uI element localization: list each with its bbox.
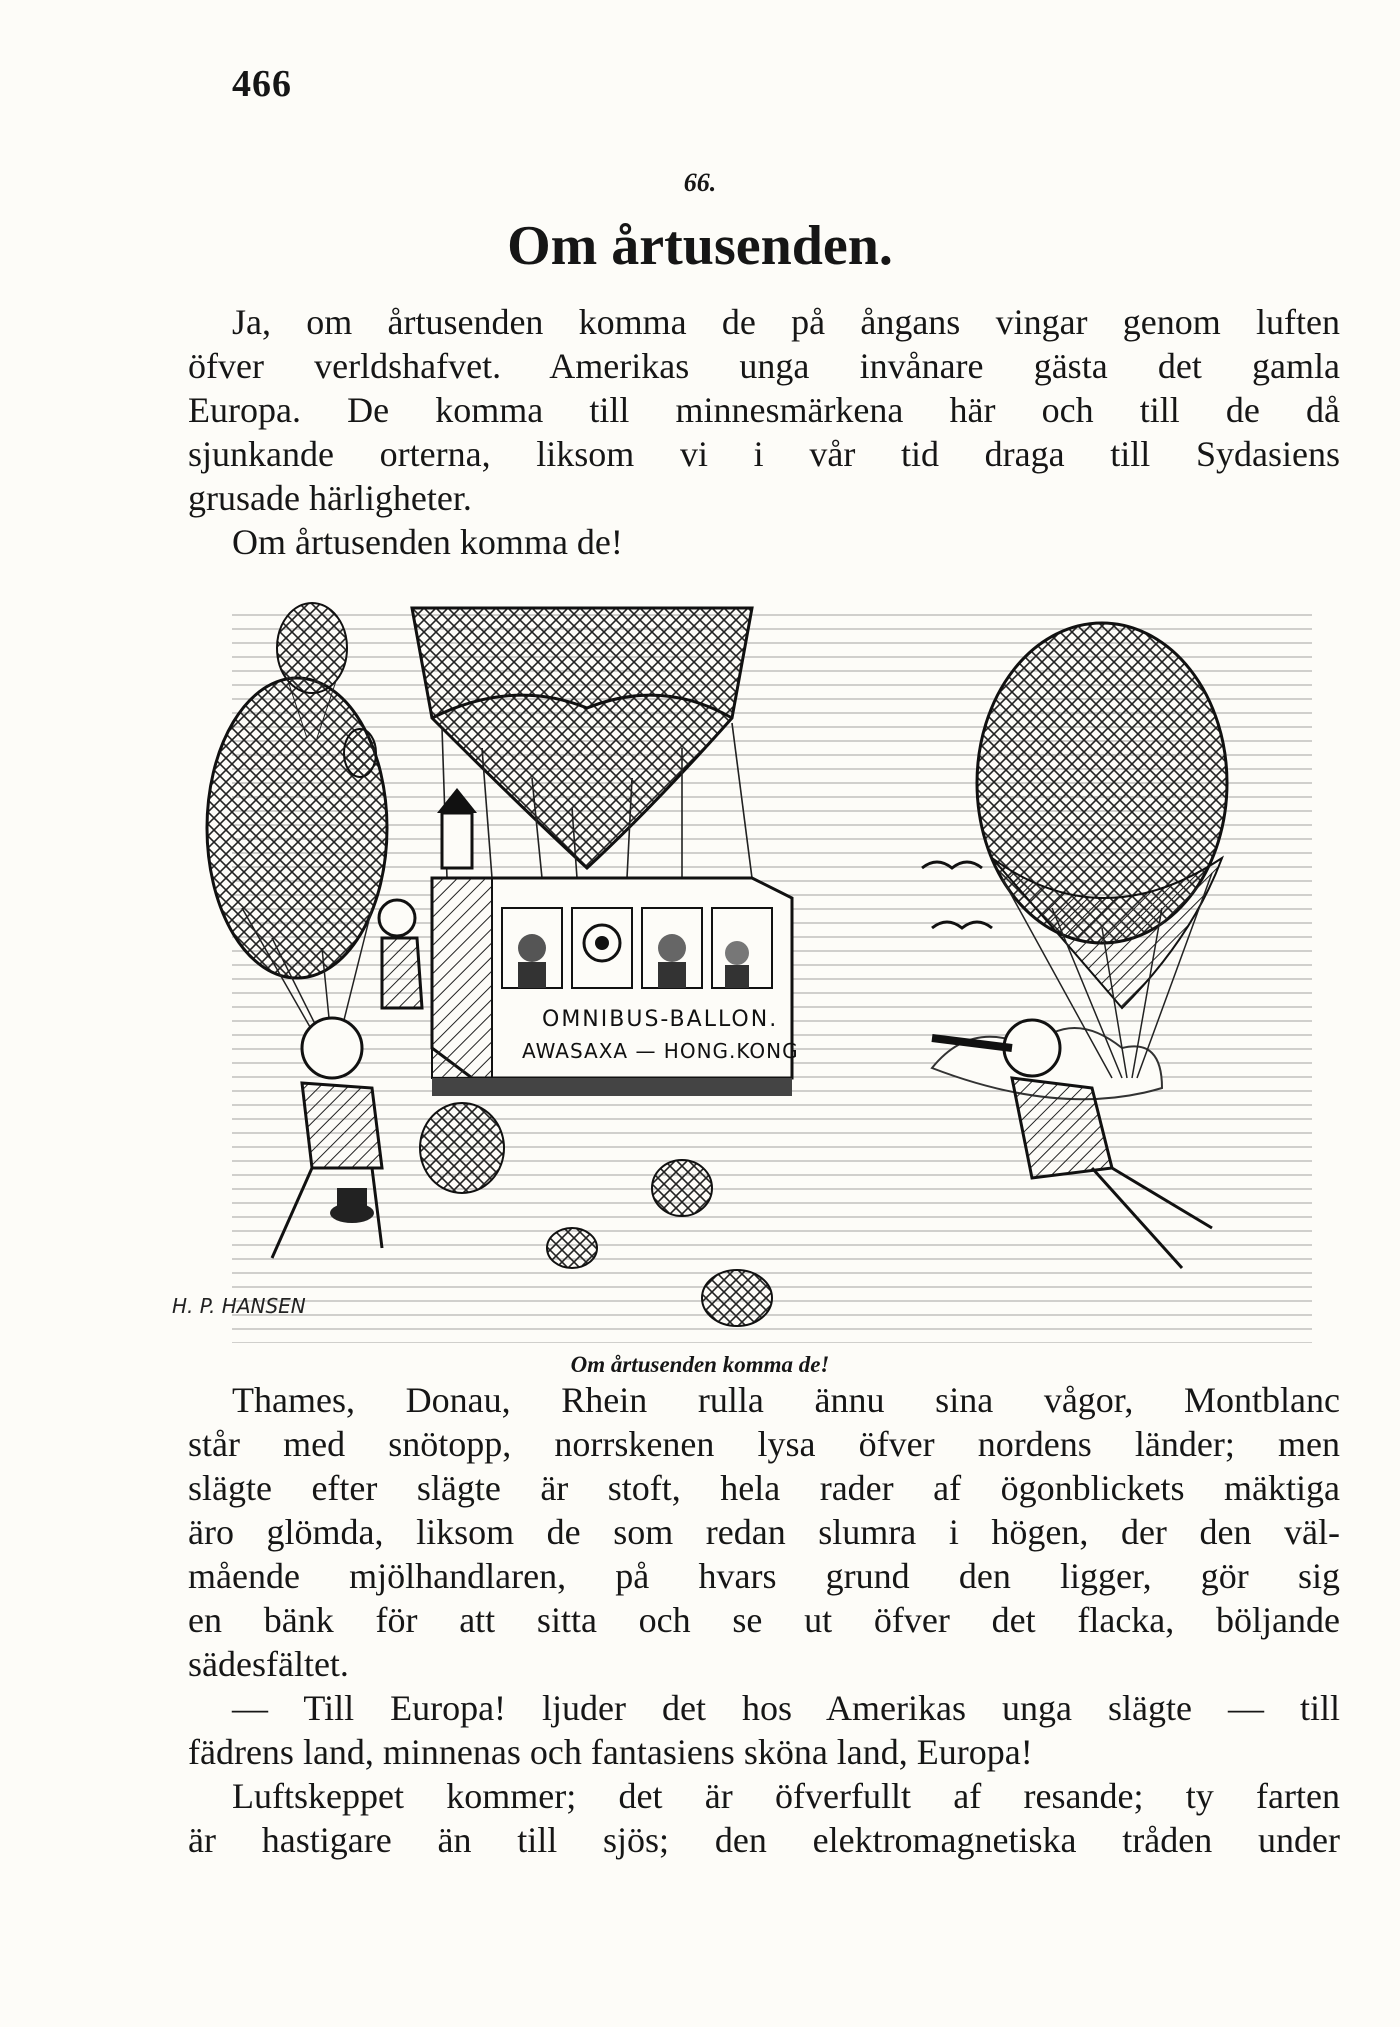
text-line: Ja, om årtusenden komma de på ångans vingar genom luften: [232, 302, 1340, 342]
text-line: är hastigare än till sjös; den elektromagnetiska tråden under: [188, 1820, 1340, 1860]
balloon-illustration: [172, 608, 1312, 1343]
engraving-image: [172, 608, 1312, 1343]
intro-paragraph: [188, 300, 1340, 564]
text-line: öfver verldshafvet. Amerikas unga invånare gästa det gamla: [188, 346, 1340, 386]
text-line: Luftskeppet kommer; det är öfverfullt af resande; ty farten: [232, 1776, 1340, 1816]
text-line: — Till Europa! ljuder det hos Amerikas unga slägte — till: [232, 1688, 1340, 1728]
text-line: Om årtusenden komma de!: [232, 522, 623, 562]
section-number: 66.: [683, 168, 717, 197]
text-line: står med snötopp, norrskenen lysa öfver nordens länder; men: [188, 1424, 1340, 1464]
illustration-caption: Om årtusenden komma de!: [570, 1352, 830, 1377]
text-line: en bänk för att sitta och se ut öfver det flacka, böljande: [188, 1600, 1340, 1640]
text-line: fädrens land, minnenas och fantasiens sköna land, Europa!: [188, 1732, 1033, 1772]
page-number: 466: [232, 63, 292, 105]
text-line: grusade härligheter.: [188, 478, 472, 518]
omnibus-sign-line2: AWASAXA — HONG.KONG: [522, 1039, 799, 1063]
text-line: sädesfältet.: [188, 1644, 349, 1684]
text-line: Thames, Donau, Rhein rulla ännu sina vågor, Montblanc: [232, 1380, 1340, 1420]
body-text: [188, 1378, 1340, 1862]
page-title: Om årtusenden.: [507, 215, 893, 277]
text-line: äro glömda, liksom de som redan slumra i högen, der den väl-: [188, 1512, 1340, 1552]
artist-signature: H. P. HANSEN: [172, 1294, 306, 1318]
text-line: mående mjölhandlaren, på hvars grund den ligger, gör sig: [188, 1556, 1340, 1596]
text-line: sjunkande orterna, liksom vi i vår tid draga till Sydasiens: [188, 434, 1340, 474]
omnibus-sign-line1: OMNIBUS-BALLON.: [542, 1007, 779, 1032]
text-line: slägte efter slägte är stoft, hela rader af ögonblickets mäktiga: [188, 1468, 1340, 1508]
text-line: Europa. De komma till minnesmärkena här och till de då: [188, 390, 1340, 430]
